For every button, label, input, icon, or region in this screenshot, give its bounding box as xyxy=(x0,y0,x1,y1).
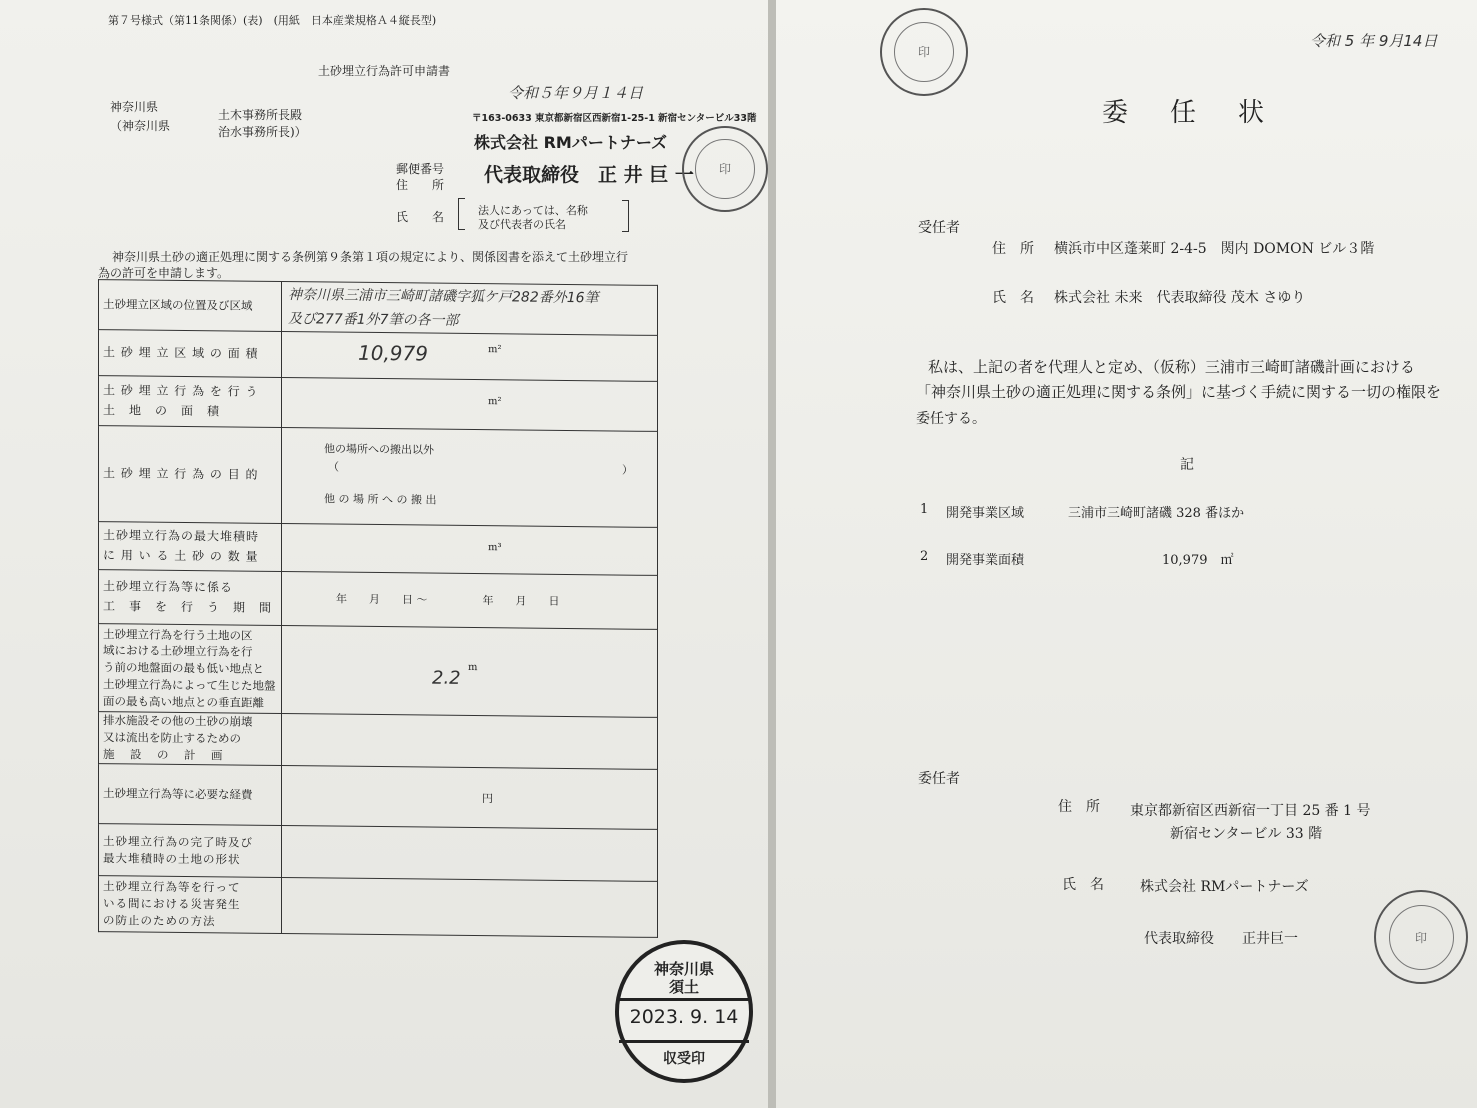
table-row xyxy=(99,764,658,830)
principal-address-line-1: 東京都新宿区西新宿一丁目 25 番 1 号 xyxy=(1130,803,1371,819)
table-row xyxy=(99,376,658,432)
table-row xyxy=(99,330,658,382)
land-area-unit: m² xyxy=(488,396,502,408)
row-label: 土砂埋立行為の完了時及び 最大堆積時の土地の形状 xyxy=(99,824,282,878)
name-note-2: 及び代表者の氏名 xyxy=(478,218,566,231)
company-seal-stamp-bottom xyxy=(1374,890,1468,984)
poa-body-line-3: 委任する。 xyxy=(916,411,986,427)
row-value xyxy=(282,625,658,717)
poa-title: 委 任 状 xyxy=(1102,98,1273,128)
row-label: 土砂埋立行為等に必要な経費 xyxy=(99,764,282,826)
row-label: 土砂埋立行為等に係る 工 事 を 行 う 期 間 xyxy=(99,570,282,626)
item-2-number: 2 xyxy=(920,549,929,564)
row-value xyxy=(282,713,658,769)
row-label: 土 砂 埋 立 区 域 の 面 積 xyxy=(99,330,282,378)
receipt-divider-bottom xyxy=(619,1040,749,1043)
row-label: 土 砂 埋 立 行 為 の 目 的 xyxy=(99,426,282,524)
power-of-attorney-page xyxy=(776,0,1477,1108)
addressee-prefecture: 神奈川県 xyxy=(110,100,159,114)
table-row xyxy=(99,522,658,576)
row-value xyxy=(282,523,658,575)
principal-label: 委任者 xyxy=(918,771,960,787)
addressee-office: 土木事務所長殿 xyxy=(218,108,303,122)
agent-address-label: 住 所 xyxy=(992,241,1034,257)
addressee-office-alt: 治水事務所長)） xyxy=(218,125,307,139)
seal-center-icon: 印 xyxy=(695,139,754,198)
company-seal-stamp-top xyxy=(880,8,968,96)
receipt-divider-top xyxy=(619,998,749,1001)
address-label: 住 所 xyxy=(396,178,445,192)
receipt-branch: 須土 xyxy=(668,978,699,996)
row-label: 排水施設その他の土砂の崩壊 又は流出を防止するための 施 設 の 計 画 xyxy=(99,712,282,766)
location-value-line-2: 及び277番1外7筆の各一部 xyxy=(288,311,459,329)
page-gutter xyxy=(768,0,776,1108)
form-title: 土砂埋立行為許可申請書 xyxy=(318,64,451,78)
bracket-open xyxy=(458,198,465,230)
item-1-value: 三浦市三崎町諸磯 328 番ほか xyxy=(1068,506,1245,521)
soil-volume-unit: m³ xyxy=(488,542,502,554)
table-row xyxy=(99,712,658,770)
postal-code-label: 郵便番号 xyxy=(396,162,445,176)
row-value xyxy=(282,377,658,431)
principal-representative: 代表取締役 正井巨一 xyxy=(1144,931,1298,947)
table-row xyxy=(99,426,658,528)
poa-date: 令和 5 年 9月14日 xyxy=(1310,32,1438,50)
vertical-distance-unit: m xyxy=(468,661,478,674)
row-value xyxy=(282,877,658,937)
applicant-company: 株式会社 RMパートナーズ xyxy=(474,133,668,152)
vertical-distance-value: 2.2 xyxy=(432,667,461,689)
receipt-office: 神奈川県 xyxy=(653,960,714,978)
name-label: 氏 名 xyxy=(396,210,445,224)
form-header: 第７号様式（第11条関係）(表) (用紙 日本産業規格Ａ４縦長型) xyxy=(108,14,437,27)
row-label: 土砂埋立区域の位置及び区域 xyxy=(99,280,282,332)
agent-label: 受任者 xyxy=(918,220,960,236)
preamble-line-2: 為の許可を申請します。 xyxy=(98,266,230,280)
poa-body-line-1: 私は、上記の者を代理人と定め、（仮称）三浦市三崎町諸磯計画における xyxy=(928,358,1415,376)
handwritten-date: 令和５年９月１４日 xyxy=(508,84,644,102)
purpose-option-carryout: 他 の 場 所 へ の 搬 出 xyxy=(324,492,437,507)
application-table xyxy=(98,279,658,938)
table-row xyxy=(99,570,658,630)
table-row xyxy=(99,624,658,718)
company-seal-stamp xyxy=(682,126,768,212)
poa-body-line-2: 「神奈川県土砂の適正処理に関する条例」に基づく手続に関する一切の権限を xyxy=(916,383,1442,401)
row-label: 土砂埋立行為等を行って いる間における災害発生 の防止のための方法 xyxy=(99,876,282,934)
principal-address-label: 住 所 xyxy=(1058,799,1100,815)
location-value-line-1: 神奈川県三浦市三崎町諸磯字狐ケ戸282番外16筆 xyxy=(288,287,599,307)
row-value xyxy=(282,825,658,881)
receipt-stamp xyxy=(615,940,753,1083)
seal-center-icon: 印 xyxy=(894,22,955,83)
purpose-paren-close: ） xyxy=(622,463,633,477)
cost-unit: 円 xyxy=(482,792,493,806)
item-2-value: 10,979 ㎡ xyxy=(1162,553,1234,568)
item-1-label: 開発事業区域 xyxy=(946,506,1025,521)
row-value xyxy=(282,281,658,335)
name-note-1: 法人にあっては、名称 xyxy=(478,204,588,217)
agent-address: 横浜市中区蓬莱町 2-4-5 関内 DOMON ビル３階 xyxy=(1054,241,1375,257)
area-value: 10,979 xyxy=(358,340,428,366)
ki-heading: 記 xyxy=(1180,457,1194,473)
principal-name: 株式会社 RMパートナーズ xyxy=(1140,879,1309,895)
table-row xyxy=(99,876,658,938)
applicant-representative: 代表取締役 正 井 巨 一 xyxy=(484,164,694,186)
row-label: 土砂埋立行為の最大堆積時 に 用 い る 土 砂 の 数 量 xyxy=(99,522,282,572)
agent-name: 株式会社 未来 代表取締役 茂木 さゆり xyxy=(1054,290,1306,306)
principal-name-label: 氏 名 xyxy=(1062,877,1104,893)
row-value xyxy=(282,765,658,829)
applicant-address: 〒163-0633 東京都新宿区西新宿1-25-1 新宿センタービル33階 xyxy=(472,113,757,124)
row-value xyxy=(282,571,658,629)
area-unit: m² xyxy=(488,344,502,356)
row-label: 土 砂 埋 立 行 為 を 行 う 土 地 の 面 積 xyxy=(99,376,282,428)
construction-period: 年 月 日 〜 年 月 日 xyxy=(336,592,560,608)
table-row xyxy=(99,280,658,336)
purpose-option-other: 他の場所への搬出以外 xyxy=(324,442,434,457)
seal-center-icon: 印 xyxy=(1389,905,1454,970)
receipt-date: 2023. 9. 14 xyxy=(629,1006,739,1028)
bracket-close xyxy=(622,200,629,232)
preamble-line-1: 神奈川県土砂の適正処理に関する条例第９条第１項の規定により、関係図書を添えて土砂埋立行 xyxy=(112,250,629,264)
row-value xyxy=(282,427,658,527)
principal-address-line-2: 新宿センタービル 33 階 xyxy=(1170,826,1323,842)
addressee-prefecture-alt: （神奈川県 xyxy=(110,119,171,133)
agent-name-label: 氏 名 xyxy=(992,290,1034,306)
item-1-number: 1 xyxy=(920,502,929,517)
receipt-footer: 収受印 xyxy=(663,1051,705,1067)
item-2-label: 開発事業面積 xyxy=(946,553,1025,568)
table-row xyxy=(99,824,658,882)
row-value xyxy=(282,331,658,381)
row-label: 土砂埋立行為を行う土地の区 域における土砂埋立行為を行 う前の地盤面の最も低い地点と 土砂埋立行為によって生じた地盤 面の最も高い地点との垂直距離 xyxy=(99,624,282,714)
purpose-paren-open: （ xyxy=(328,460,339,474)
